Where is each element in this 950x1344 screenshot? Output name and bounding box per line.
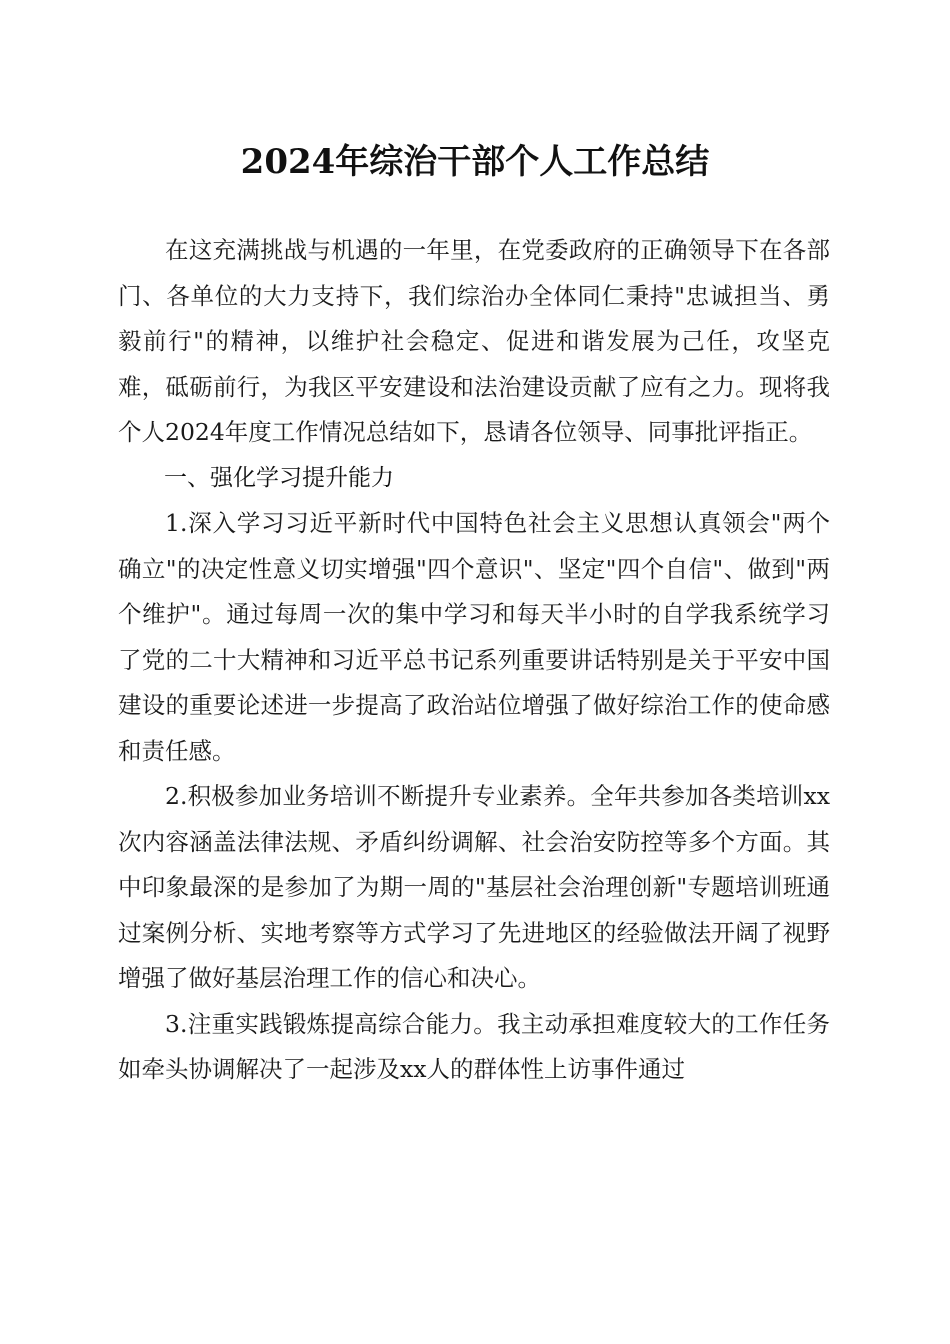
section-item-3: 3.注重实践锻炼提高综合能力。我主动承担难度较大的工作任务如牵头协调解决了一起涉及xx人的群体性上访事件通过 — [118, 1009, 830, 1083]
intro-paragraph: 在这充满挑战与机遇的一年里，在党委政府的正确领导下在各部门、各单位的大力支持下，我们综治办全体同仁秉持"忠诚担当、勇毅前行"的精神，以维护社会稳定、促进和谐发展为己任，攻坚克难，砥砺前行，为我区平安建设和法治建设贡献了应有之力。现将我个人2024年度工作情况总结如下，恳请各位领导、同事批评指正。 — [118, 236, 830, 446]
section-heading: 一、强化学习提升能力 — [164, 464, 394, 491]
section-item-1: 1.深入学习习近平新时代中国特色社会主义思想认真领会"两个确立"的决定性意义切实增强"四个意识"、坚定"四个自信"、做到"两个维护"。通过每周一次的集中学习和每天半小时的自学我系统学习了党的二十大精神和习近平总书记系列重要讲话特别是关于平安中国建设的重要论述进一步提高了政治站位增强了做好综治工作的使命感和责任感。 — [118, 509, 830, 765]
document-body — [118, 228, 830, 1093]
document-title: 2024年综治干部个人工作总结 — [240, 142, 710, 182]
section-item-2: 2.积极参加业务培训不断提升专业素养。全年共参加各类培训xx次内容涵盖法律法规、矛盾纠纷调解、社会治安防控等多个方面。其中印象最深的是参加了为期一周的"基层社会治理创新"专题培训班通过案例分析、实地考察等方式学习了先进地区的经验做法开阔了视野增强了做好基层治理工作的信心和决心。 — [118, 782, 830, 992]
